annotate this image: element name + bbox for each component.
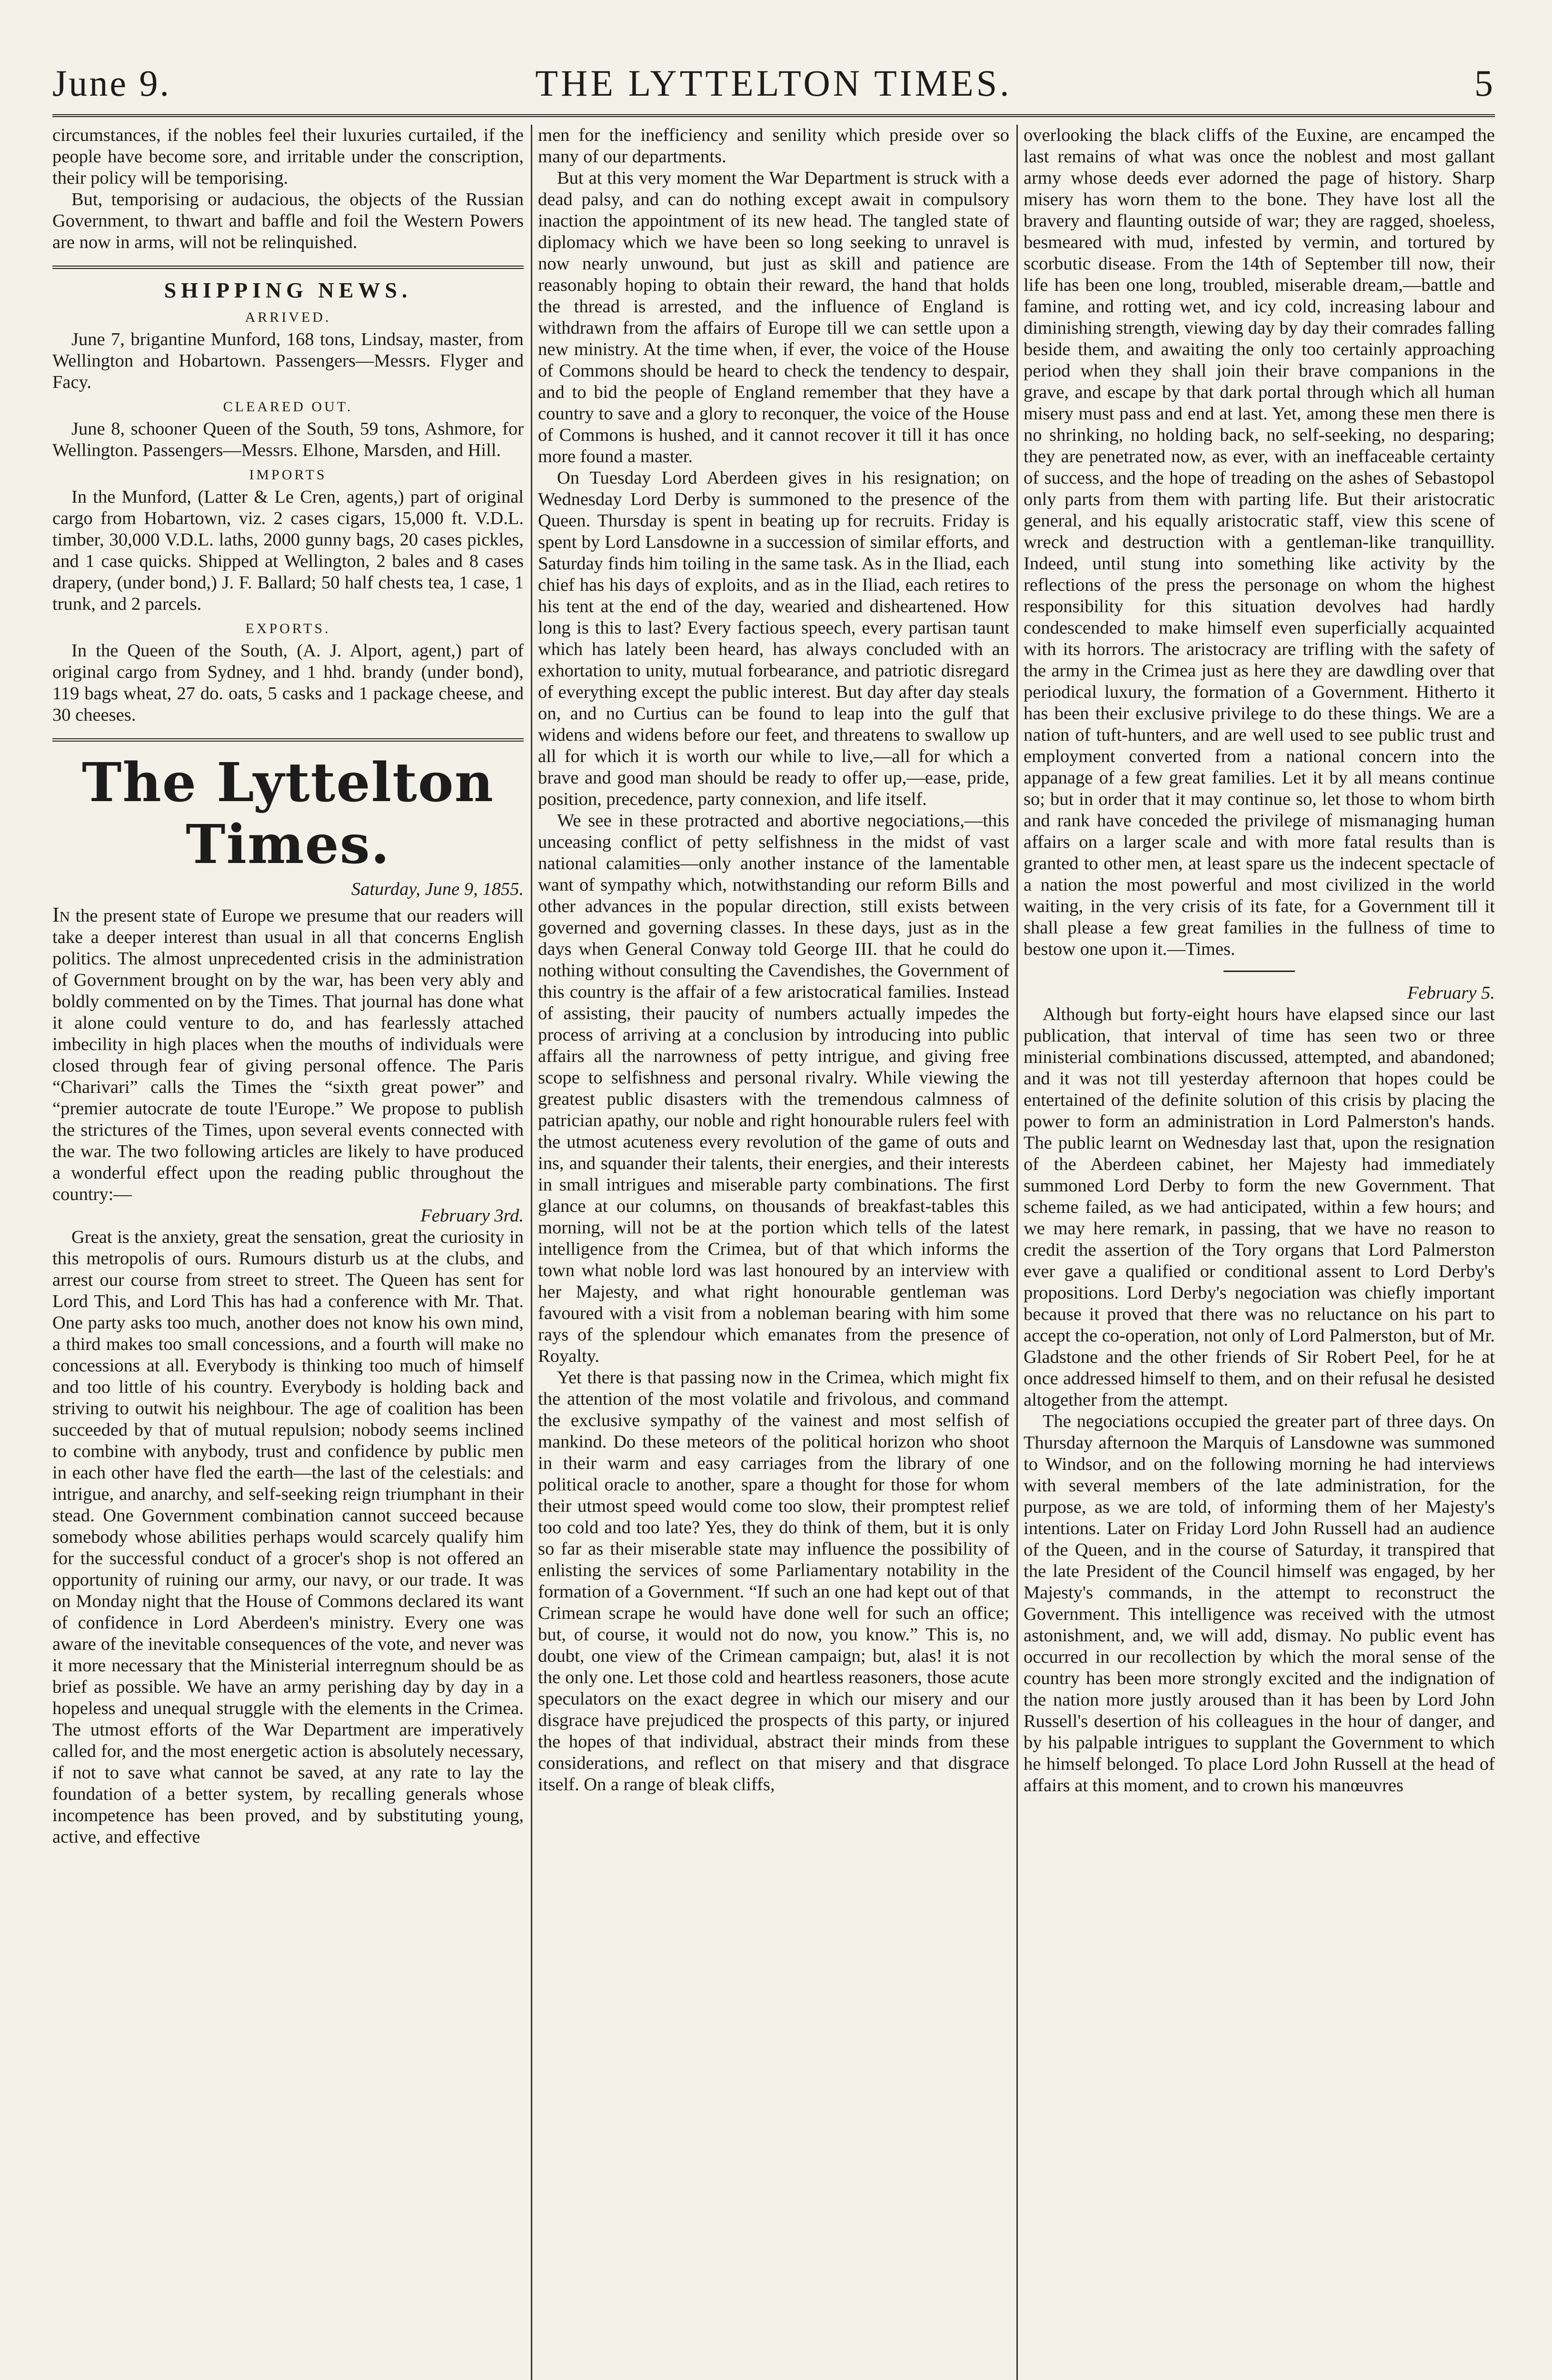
article-date: February 5. <box>1407 983 1495 1003</box>
paragraph: Yet there is that passing now in the Crimea, which might fix the attention of the most volatile and frivolous, and command the exclusive sympathy of the vainest and most selfish of mankind. Do these meteors of the political horizon who shoot in their warm and easy carriages from the library of one political oracle to another, spare a thought for those for whom their utmost speed would come too slow, their promptest relief too cold and too late? Yes, they do think of them, but it is only so far as their miserable state may influence the possibility of enlisting the services of some Parliamentary notability in the formation of a Government. “If such an one had kept out of that Crimean scrape he would have done well for such an office; but, of course, it would not do now, you know.” This is, no doubt, one view of the Crimean campaign; but, alas! it is not the only one. Let those cold and heartless reasoners, those acute speculators on the exact degree in which our misery and our disgrace have prejudiced the prospects of this party, or injured the hopes of that individual, abstract their minds from these considerations, and reflect on that misery and that disgrace itself. On a range of bleak cliffs, <box>538 1368 1009 1795</box>
paragraph: Great is the anxiety, great the sensation, great the curiosity in this metropolis of ours. Rumours disturb us at the clubs, and arrest our course from street to street. The Queen has sent for Lord This, and Lord This has had a conference with Mr. That. One party asks too much, another does not know his own mind, a third makes too small concessions, and a fourth will make no concessions at all. Everybody is thinking too much of himself and too little of his country. Everybody is holding back and striving to outwit his neighbour. The age of coalition has been succeeded by that of mutual repulsion; nobody seems inclined to combine with anybody, trust and confidence by public men in each other have fled the earth—the last of the celestials: and intrigue, and anarchy, and self-seeking reign triumphant in their stead. One Government combination cannot succeed because somebody whose abilities perhaps would scarcely qualify him for the successful conduct of a grocer's shop is not offered an opportunity of ruining our army, our navy, or our trade. It was on Monday night that the House of Commons declared its want of confidence in Lord Aberdeen's ministry. Every one was aware of the inevitable consequences of the vote, and never was it more necessary that the Ministerial interregnum should be as brief as possible. We have an army perishing day by day in a hopeless and unequal struggle with the elements in the Crimea. The utmost efforts of the War Department are imperatively called for, and the most energetic action is absolutely necessary, if not to save what cannot be saved, at any rate to lay the foundation of a better system, by recalling generals whose incompetence has been proved, and by substituting young, active, and effective <box>52 1227 524 1847</box>
arrived-heading: ARRIVED. <box>245 309 331 325</box>
masthead <box>52 52 1495 117</box>
column-divider <box>1016 125 1018 2380</box>
column-divider <box>531 125 532 2380</box>
issue-date: June 9. <box>52 62 171 104</box>
lead-text: the present state of Europe we presume that our readers will take a deeper interest than usual in all that concerns English politics. The almost unprecedented crisis in the administration of Government brought on by the war, has been very ably and boldly commented on by the Times. That journal has done what it alone could venture to do, and has fearlessly attached imbecility in high places when the mouths of individuals were closed through fear of giving personal offence. The Paris “Charivari” calls the Times the “sixth great power” and “premier autocrate de toute l'Europe.” We propose to publish the strictures of the Times, upon several events connected with the war. The two following articles are likely to have produced a wonderful effect upon the reading public throughout the country:— <box>52 906 524 1204</box>
imports-heading: IMPORTS <box>249 467 327 483</box>
paragraph: We see in these protracted and abortive negociations,—this unceasing conflict of petty selfishness in the midst of vast national calamities—only another instance of the lamentable want of sympathy which, notwithstanding our reform Bills and other advances in the popular direction, still exists between governed and governing classes. In these days, just as in the days when General Conway told George III. that he could do nothing without consulting the Cavendishes, the Government of this country is the affair of a few aristocratical families. Instead of assisting, their paucity of numbers actually impedes the process of arriving at a conclusion by introducing into public affairs all the narrowness of petty intrigue, and giving free scope to selfishness and personal rivalry. While viewing the greatest public disasters with the tremendous calmness of patrician apathy, our noble and right honourable rulers feel with the utmost acuteness every revolution of the game of outs and ins, and squander their talents, their energies, and their interests in small intrigues and miserable party combinations. The first glance at our columns, on thousands of breakfast-tables this morning, will not be at the portion which tells of the latest intelligence from the Crimea, but of that which informs the town what noble lord was last honoured by an interview with her Majesty, and what right honourable gentleman was favoured with a visit from a nobleman bearing with him some rays of the splendour which emanates from the presence of Royalty. <box>538 811 1009 1366</box>
section-divider <box>52 266 524 269</box>
shipping-news-heading: SHIPPING NEWS. <box>164 278 412 302</box>
imports-entry: In the Munford, (Latter & Le Cren, agents,) part of original cargo from Hobartown, viz. 2 cases cigars, 15,000 ft. V.D.L. timber, 30,000 V.D.L. laths, 2000 gunny bags, 20 cases pickles, and 1 case quicks. Shipped at Wellington, 2 bales and 8 cases drapery, (under bond,) J. F. Ballard; 50 half chests tea, 1 case, 1 trunk, and 2 parcels. <box>52 487 524 614</box>
section-divider <box>52 738 524 742</box>
paragraph: circumstances, if the nobles feel their luxuries curtailed, if the people have become sore, and irritable under the conscription, their policy will be temporising. <box>52 125 524 188</box>
article-separator <box>1224 971 1295 972</box>
cleared-heading: CLEARED OUT. <box>223 399 353 415</box>
paragraph: The negociations occupied the greater part of three days. On Thursday afternoon the Marquis of Lansdowne was summoned to Windsor, and on the following morning he had interviews with several members of the late administration, for the purpose, as we are told, of informing them of her Majesty's intentions. Later on Friday Lord John Russell had an audience of the Queen, and in the course of Saturday, it transpired that the late President of the Council himself was engaged, by her Majesty's commands, in the attempt to reconstruct the Government. This intelligence was received with the utmost astonishment, and, we will add, dismay. No public event has occurred in our recollection by which the moral sense of the country has been more strongly excited and the indignation of the nation more justly aroused than it has been by Lord John Russell's desertion of his colleagues in the hour of danger, and by his palpable intrigues to supplant the Government to which he himself belonged. To place Lord John Russell at the head of affairs at this moment, and to crown his manœuvres <box>1024 1411 1495 1795</box>
lead-paragraph <box>52 904 524 1205</box>
editorial-masthead: The Lyttelton Times. <box>82 752 494 876</box>
arrived-entry: June 7, brigantine Munford, 168 tons, Lindsay, master, from Wellington and Hobartown. Passengers—Messrs. Flyger and Facy. <box>52 329 524 392</box>
newspaper-title: THE LYTTELTON TIMES. <box>535 62 1012 104</box>
paragraph: But, temporising or audacious, the objects of the Russian Government, to thwart and baffle and foil the Western Powers are now in arms, will not be relinquished. <box>52 189 524 252</box>
article-date: February 3rd. <box>420 1206 524 1226</box>
lead-word: In <box>52 903 70 926</box>
column-2 <box>538 125 1009 1795</box>
editorial-dateline: Saturday, June 9, 1855. <box>351 879 524 899</box>
page-number: 5 <box>1474 62 1495 104</box>
exports-entry: In the Queen of the South, (A. J. Alport, agent,) part of original cargo from Sydney, and 1 hhd. brandy (under bond), 119 bags wheat, 27 do. oats, 5 casks and 1 package cheese, and 30 cheeses. <box>52 641 524 725</box>
exports-heading: EXPORTS. <box>245 621 331 636</box>
paragraph: men for the inefficiency and senility which preside over so many of our departments. <box>538 125 1009 167</box>
cleared-entry: June 8, schooner Queen of the South, 59 tons, Ashmore, for Wellington. Passengers—Messrs. Elhone, Marsden, and Hill. <box>52 419 524 460</box>
paragraph: On Tuesday Lord Aberdeen gives in his resignation; on Wednesday Lord Derby is summoned to the presence of the Queen. Thursday is spent in beating up for recruits. Friday is spent by Lord Lansdowne in a succession of similar efforts, and Saturday finds him toiling in the same task. As in the Iliad, each chief has his days of exploits, and as in the Iliad, each retires to his tent at the end of the day, wearied and disheartened. How long is this to last? Every factious speech, every partisan taunt which has lately been heard, has always concluded with an exhortation to unity, mutual forbearance, and patriotic disregard of everything except the public interest. But day after day steals on, and no Curtius can be found to leap into the gulf that widens and widens before our feet, and threatens to swallow up all for which it is worth our while to live,—all for which a brave and good man should be ready to offer up,—ease, pride, position, precedence, party connexion, and life itself. <box>538 468 1009 809</box>
paragraph: Although but forty-eight hours have elapsed since our last publication, that interval of time has seen two or three ministerial combinations discussed, attempted, and abandoned; and it was not till yesterday afternoon that hopes could be entertained of the definite solution of this crisis by placing the power to form an administration in Lord Palmerston's hands. The public learnt on Wednesday last that, upon the resignation of the Aberdeen cabinet, her Majesty had immediately summoned Lord Derby to form the new Government. That scheme failed, as we had anticipated, within a few hours; and we may here remark, in passing, that we have no reason to credit the assertion of the Tory organs that Lord Palmerston ever gave a qualified or conditional assent to Lord Derby's propositions. Lord Derby's negociation was chiefly important because it proved that there was no reluctance on his part to accept the co-operation, not only of Lord Palmerston, but of Mr. Gladstone and the other friends of Sir Robert Peel, for he at once addressed himself to them, and on their refusal he desisted altogether from the attempt. <box>1024 1004 1495 1410</box>
column-3 <box>1024 125 1495 1796</box>
paragraph: But at this very moment the War Department is struck with a dead palsy, and can do nothing except await in compulsory inaction the appointment of its new head. The tangled state of diplomacy which we have been so long seeking to unravel is now nearly unwound, but just as skill and patience are reasonably hoping to obtain their reward, the hand that holds the thread is arrested, and the influence of England is withdrawn from the affairs of Europe till we can settle upon a new ministry. At the time when, if ever, the voice of the House of Commons should be heard to check the tendency to despair, and to bid the people of England remember that they have a country to save and a glory to reconquer, the voice of the House of Commons is hushed, and it cannot recover it till it has once more found a master. <box>538 168 1009 466</box>
column-1 <box>52 125 524 1848</box>
paragraph: overlooking the black cliffs of the Euxine, are encamped the last remains of what was once the noblest and most gallant army whose deeds ever adorned the page of history. Sharp misery has worn them to the bone. They have lost all the bravery and flaunting outside of war; they are ragged, shoeless, besmeared with mud, infested by vermin, and tortured by scorbutic disease. From the 14th of September till now, their life has been one long, troubled, miserable dream,—battle and famine, and rotting wet, and icy cold, increasing labour and diminishing strength, viewing day by day their comrades falling beside them, and awaiting the only too certainly approaching period when they shall join their brave companions in the grave, and escape by that dark portal through which all human misery must pass and end at last. Yet, among these men there is no shrinking, no holding back, no self-seeking, no desparing; they are penetrated now, as ever, with an ineffaceable certainty of success, and the hope of treading on the ashes of Sebastopol only parts from them with parting life. But their aristocratic general, and his equally aristocratic staff, view this scene of wreck and destruction with a gentleman-like tranquillity. Indeed, until stung into something like activity by the reflections of the press the personage on whom the highest responsibility for this situation devolves had hardly condescended to make himself even superficially acquainted with its horrors. The aristocracy are trifling with the safety of the army in the Crimea just as here they are dawdling over that periodical luxury, the formation of a Government. Hitherto it has been their exclusive privilege to do these things. We are a nation of tuft-hunters, and are well used to see public trust and employment converted from a national concern into the appanage of a few great families. Let it by all means continue so; but in order that it may continue so, let those to whom birth and rank have conceded the privilege of mismanaging human affairs on a larger scale and with more fatal results than is granted to other men, at least spare us the indecent spectacle of a nation the most powerful and most civilized in the world waiting, in the very crisis of its fate, for a Government till it shall please a few great families in the fullness of time to bestow one upon it.—Times. <box>1024 125 1495 959</box>
